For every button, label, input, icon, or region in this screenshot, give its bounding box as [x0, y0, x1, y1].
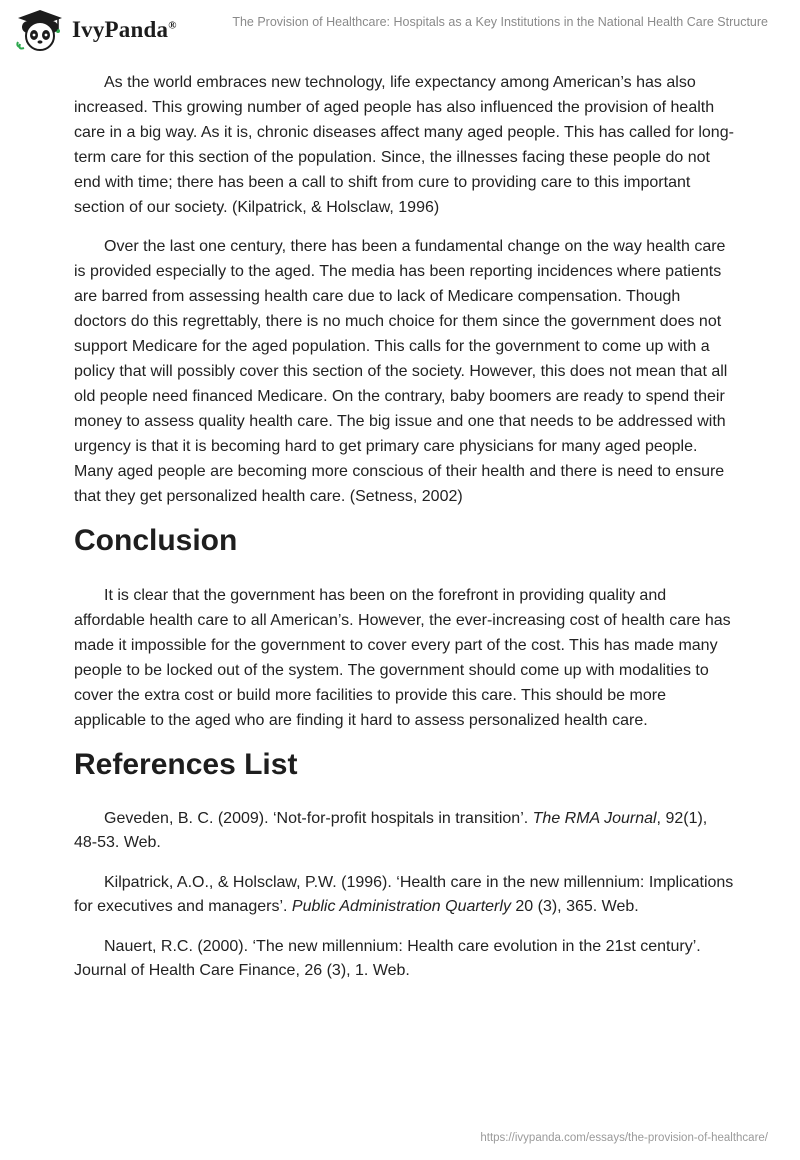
- panda-graduate-icon: [14, 8, 66, 52]
- reference-item: Nauert, R.C. (2000). ‘The new millennium: Health care evolution in the 21st century’. Journal of Health Care Finance, 26 (3), 1. Web.: [74, 938, 701, 979]
- page-header: [0, 0, 800, 64]
- body-paragraph-1: As the world embraces new technology, life expectancy among American’s has also increased. This growing number of aged people has also influenced the provision of health care in a big way. As it is, chronic diseases affect many aged people. This has called for long- term care for this section of the population. Since, the illnesses facing these people do not end with time; there has been a call to shift from cure to providing care to this important section of our society. (Kilpatrick, & Holsclaw, 1996): [74, 74, 734, 216]
- conclusion-paragraph: It is clear that the government has been on the forefront in providing quality and affordable health care to all American’s. However, the ever-increasing cost of health care has made it impossible for the government to cover every part of the cost. This has made many people to be locked out of the system. The government should come up with modalities to cover the extra cost or build more facilities to provide this care. This should be more applicable to the aged who are finding it hard to assess personalized health care.: [74, 587, 731, 729]
- logo-text: IvyPanda®: [72, 17, 177, 42]
- conclusion-heading: Conclusion: [74, 524, 238, 557]
- reference-item: Kilpatrick, A.O., & Holsclaw, P.W. (1996). ‘Health care in the new millennium: Implications for executives and managers’. Public Administration Quarterly 20 (3), 365. Web.: [74, 874, 734, 915]
- reference-item: Geveden, B. C. (2009). ‘Not-for-profit hospitals in transition’. The RMA Journal, 92(1), 48-53. Web.: [74, 810, 708, 851]
- references-heading: References List: [74, 748, 298, 781]
- body-paragraph-2: Over the last one century, there has been a fundamental change on the way health care is provided especially to the aged. The media has been reporting incidences where patients are barred from assessing health care due to lack of Medicare compensation. Though doctors do this regrettably, there is no much choice for them since the government does not support Medicare for the aged population. This calls for the government to come up with a policy that will possibly cover this section of the society. However, this does not mean that all old people need financed Medicare. On the contrary, baby boomers are ready to spend their money to assess quality health care. The big issue and one that needs to be addressed with urgency is that it is becoming hard to get primary care physicians for many aged people. Many aged people are becoming more conscious of their health and there is need to ensure that they get personalized health care. (Setness, 2002): [74, 238, 728, 505]
- source-url[interactable]: https://ivypanda.com/essays/the-provision-of-healthcare/: [480, 1132, 768, 1144]
- running-title: The Provision of Healthcare: Hospitals as a Key Institutions in the National Health Care Structure: [232, 15, 768, 29]
- essay-content: [74, 70, 734, 999]
- ivypanda-logo[interactable]: [14, 8, 177, 52]
